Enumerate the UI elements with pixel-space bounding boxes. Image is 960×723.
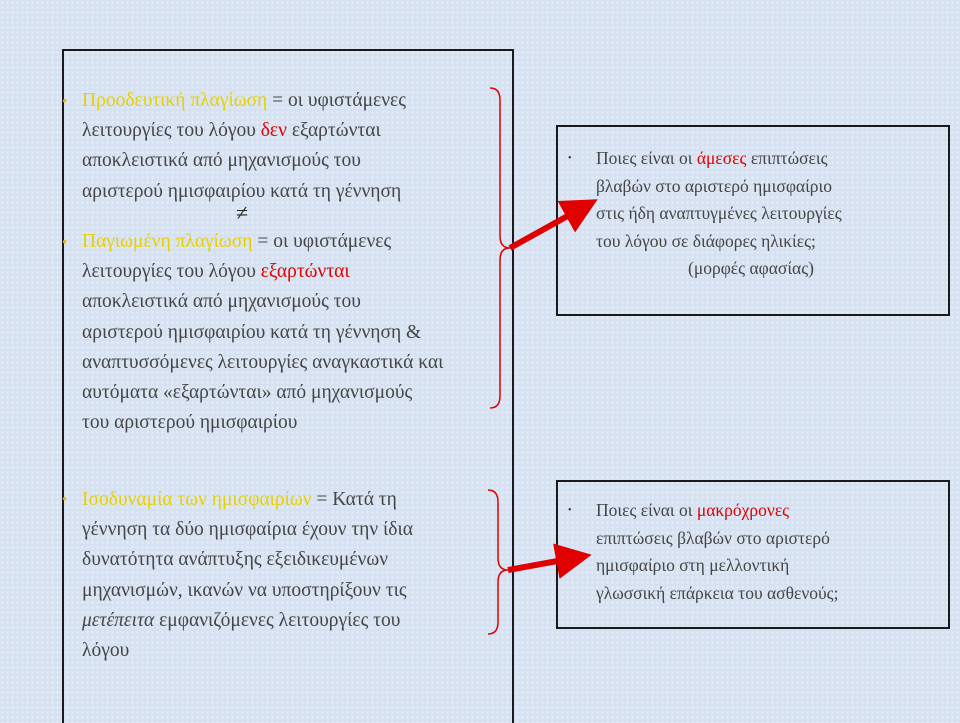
text-line: του λόγου σε διάφορες ηλικίες; [596, 230, 816, 251]
emphasis-immediate: άμεσες [696, 148, 747, 168]
text-line: αναπτυσσόμενες λειτουργίες αναγκαστικά και [82, 351, 444, 373]
text-line: ημισφαίριο στη μελλοντική [596, 555, 790, 575]
heading-fixed: Παγιωμένη πλαγίωση [82, 231, 253, 252]
arrow-to-top-question [510, 208, 582, 248]
text-line: λειτουργίες του λόγου [82, 261, 261, 283]
heading-equipotentiality: Ισοδυναμία των ημισφαιρίων [82, 489, 312, 510]
emphasis-depend: εξαρτώνται [260, 261, 350, 283]
text-line: μηχανισμών, ικανών να υποστηρίξουν τις [82, 579, 407, 601]
text-line: αριστερού ημισφαιρίου κατά τη γέννηση [82, 180, 402, 202]
separator-text: = οι υφιστάμενες [267, 90, 406, 111]
bullet-1: • [62, 94, 68, 110]
text-line: εμφανιζόμενες λειτουργίες του [154, 609, 401, 631]
text-line: επιπτώσεις [746, 148, 828, 168]
bullet-3: • [62, 492, 68, 508]
text-line: στις ήδη αναπτυγμένες λειτουργίες [596, 203, 842, 223]
text-line: εξαρτώνται [286, 120, 381, 142]
separator-text: = Κατά τη [311, 489, 397, 510]
text-line: δυνατότητα ανάπτυξης εξειδικευμένων [82, 549, 389, 571]
text-line: αυτόματα «εξαρτώνται» από μηχανισμούς [82, 382, 413, 404]
text-line: γέννηση τα δύο ημισφαίρια έχουν την ίδια [82, 519, 413, 541]
aphasia-note: (μορφές αφασίας) [688, 258, 814, 278]
curly-bracket-bottom [488, 490, 508, 634]
separator-text: = οι υφιστάμενες [252, 231, 392, 252]
text-line: βλαβών στο αριστερό ημισφαίριο [596, 175, 832, 196]
bullet-2: • [62, 235, 68, 251]
bullet-right-top: • [568, 153, 572, 164]
text-line: επιπτώσεις βλαβών στο αριστερό [596, 527, 830, 548]
not-equal-symbol: ≠ [236, 200, 249, 225]
text-line: του αριστερού ημισφαιρίου [82, 412, 298, 434]
text-line: αριστερού ημισφαιρίου κατά τη γέννηση & [82, 321, 422, 343]
text-line: Ποιες είναι οι [596, 500, 697, 520]
emphasis-den: δεν [260, 120, 287, 142]
text-line: λειτουργίες του λόγου [82, 120, 261, 142]
italic-word: μετέπειτα [82, 609, 155, 631]
text-line: λόγου [82, 640, 130, 662]
text-line: αποκλειστικά από μηχανισμούς του [82, 291, 361, 313]
bullet-right-bottom: • [568, 505, 572, 516]
text-line: Ποιες είναι οι [596, 148, 697, 168]
emphasis-long-term: μακρόχρονες [696, 500, 790, 520]
heading-progressive: Προοδευτική πλαγίωση [82, 90, 268, 111]
text-line: αποκλειστικά από μηχανισμούς του [82, 150, 361, 172]
arrow-to-bottom-question [508, 558, 574, 570]
text-line: γλωσσική επάρκεια του ασθενούς; [596, 582, 839, 603]
curly-bracket-top [490, 88, 510, 408]
